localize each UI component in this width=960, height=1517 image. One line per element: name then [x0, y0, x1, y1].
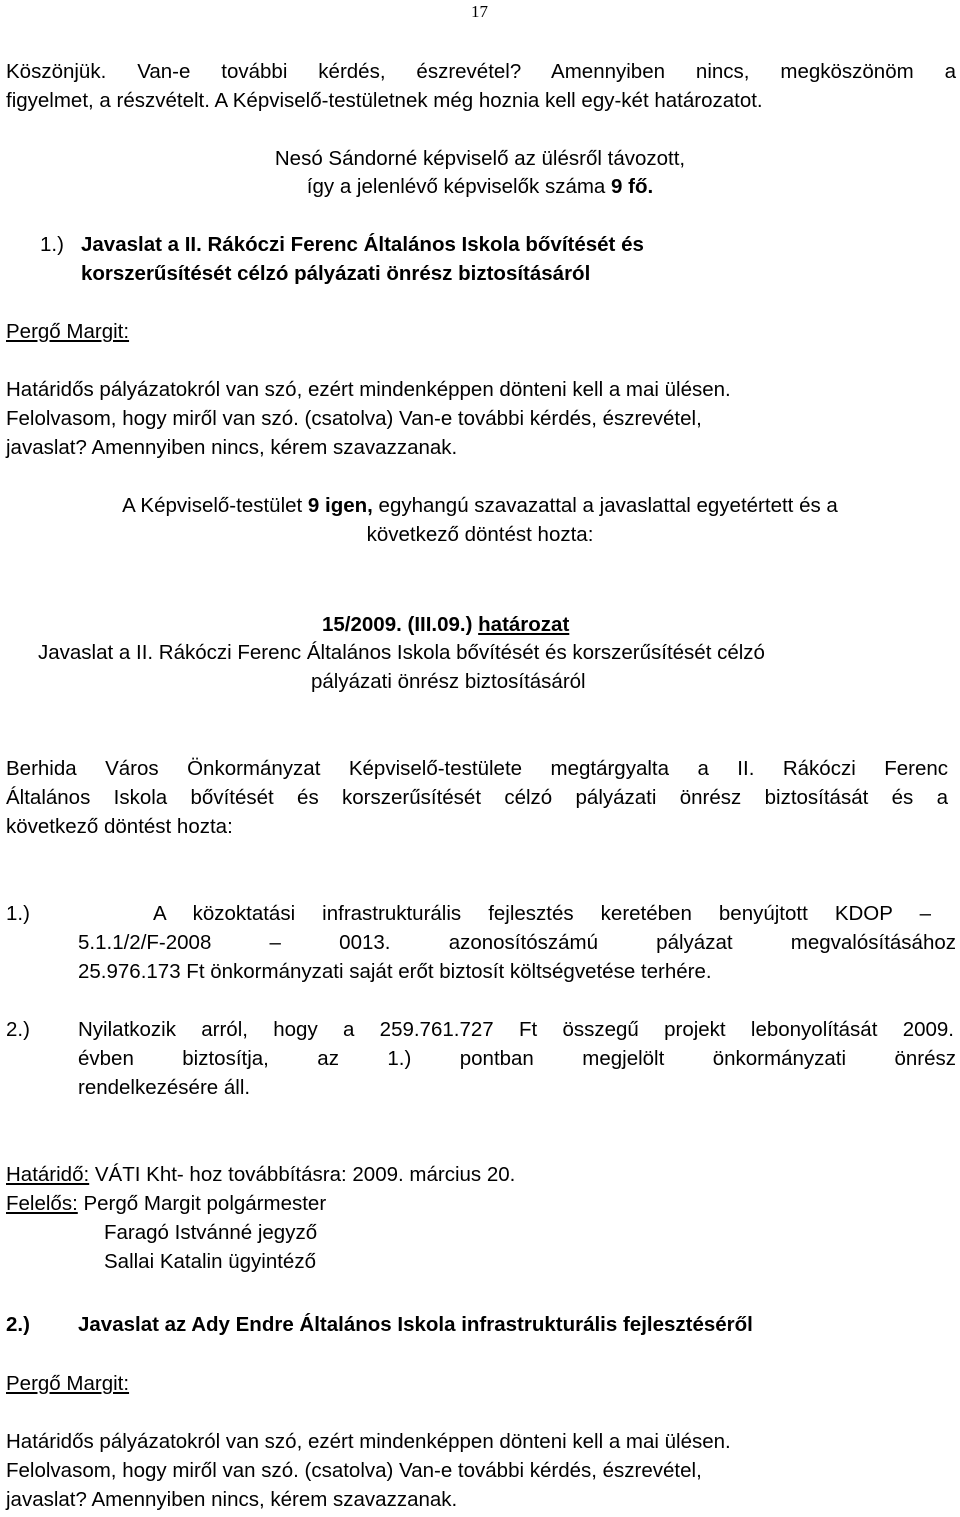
resolution-body-line-1: Berhida Város Önkormányzat Képviselő-testülete megtárgyalta a II. Rákóczi Ferenc — [6, 757, 948, 780]
responsible-mayor: Pergő Margit polgármester — [77, 1192, 327, 1215]
intro-line-2: figyelmet, a részvételt. A Képviselő-testületnek még hoznia kell egy-két határozatot. — [6, 89, 763, 112]
item1-speech-line-2: Felolvasom, hogy miről van szó. (csatolva) Van-e további kérdés, észrevétel, — [6, 407, 702, 430]
item1-title-line-1: Javaslat a II. Rákóczi Ferenc Általános Iskola bővítését és — [81, 233, 644, 256]
intro-line-1: Köszönjük. Van-e további kérdés, észrevétel? Amennyiben nincs, megköszönöm a — [6, 60, 956, 83]
point1-line-1: A közoktatási infrastrukturális fejlesztés keretében benyújtott KDOP – — [153, 902, 931, 925]
item2-number: 2.) — [6, 1313, 30, 1336]
vote-count: 9 igen, — [307, 494, 373, 517]
item2-speech-line-3: javaslat? Amennyiben nincs, kérem szavazzanak. — [6, 1488, 458, 1511]
point2-number: 2.) — [6, 1018, 30, 1041]
item1-title-line-2: korszerűsítését célzó pályázati önrész biztosításáról — [81, 262, 591, 285]
item2-speaker: Pergő Margit: — [6, 1372, 130, 1395]
resolution-number — [322, 613, 569, 637]
item2-title: Javaslat az Ady Endre Általános Iskola infrastrukturális fejlesztéséről — [78, 1313, 753, 1336]
point1-line-2: 5.1.1/2/F-2008 – 0013. azonosítószámú pályázat megvalósításához — [78, 931, 956, 954]
member-count: 9 fő. — [611, 175, 654, 198]
point1-number: 1.) — [6, 902, 30, 925]
item1-speech-line-3: javaslat? Amennyiben nincs, kérem szavazzanak. — [6, 436, 458, 459]
item2-speech-line-1: Határidős pályázatokról van szó, ezért mindenképpen dönteni kell a mai ülésen. — [6, 1430, 731, 1453]
item1-number: 1.) — [40, 233, 64, 256]
vote-text-post: egyhangú szavazattal a javaslattal egyetértett és a — [372, 494, 838, 517]
page-number: 17 — [471, 2, 488, 21]
resolution-title-line-1: Javaslat a II. Rákóczi Ferenc Általános Iskola bővítését és korszerűsítését célzó — [38, 641, 765, 664]
responsible-label: Felelős: — [6, 1192, 78, 1215]
resolution-id: 15/2009. (III.09.) — [322, 613, 473, 636]
responsible-notary: Faragó Istvánné jegyző — [104, 1221, 318, 1244]
departure-line-1: Nesó Sándorné képviselő az ülésről távozott, — [274, 147, 686, 170]
resolution-body-line-2: Általános Iskola bővítését és korszerűsítését célzó pályázati önrész biztosítását és a — [6, 786, 948, 809]
departure-line-2 — [0, 175, 960, 199]
point1-line-3: 25.976.173 Ft önkormányzati saját erőt biztosít költségvetése terhére. — [78, 960, 712, 983]
resolution-title-line-2: pályázati önrész biztosításáról — [311, 670, 586, 693]
departure-text: így a jelenlévő képviselők száma — [306, 175, 612, 198]
item2-speech-line-2: Felolvasom, hogy miről van szó. (csatolva) Van-e további kérdés, észrevétel, — [6, 1459, 702, 1482]
vote-line-1 — [0, 494, 960, 518]
item1-speech-line-1: Határidős pályázatokról van szó, ezért mindenképpen dönteni kell a mai ülésen. — [6, 378, 731, 401]
deadline — [6, 1163, 515, 1187]
resolution-body-line-3: következő döntést hozta: — [6, 815, 233, 838]
vote-line-2: következő döntést hozta: — [366, 523, 594, 546]
resolution-label: határozat — [478, 613, 570, 636]
responsible-officer: Sallai Katalin ügyintéző — [104, 1250, 316, 1273]
deadline-label: Határidő: — [6, 1163, 90, 1186]
item1-speaker: Pergő Margit: — [6, 320, 130, 343]
point2-line-1: Nyilatkozik arról, hogy a 259.761.727 Ft összegű projekt lebonyolítását 2009. — [78, 1018, 954, 1041]
responsible — [6, 1192, 326, 1216]
vote-text-pre: A Képviselő-testület — [122, 494, 308, 517]
point2-line-3: rendelkezésére áll. — [78, 1076, 251, 1099]
point2-line-2: évben biztosítja, az 1.) pontban megjelölt önkormányzati önrész — [78, 1047, 956, 1070]
deadline-value: VÁTI Kht- hoz továbbításra: 2009. március 20. — [89, 1163, 516, 1186]
